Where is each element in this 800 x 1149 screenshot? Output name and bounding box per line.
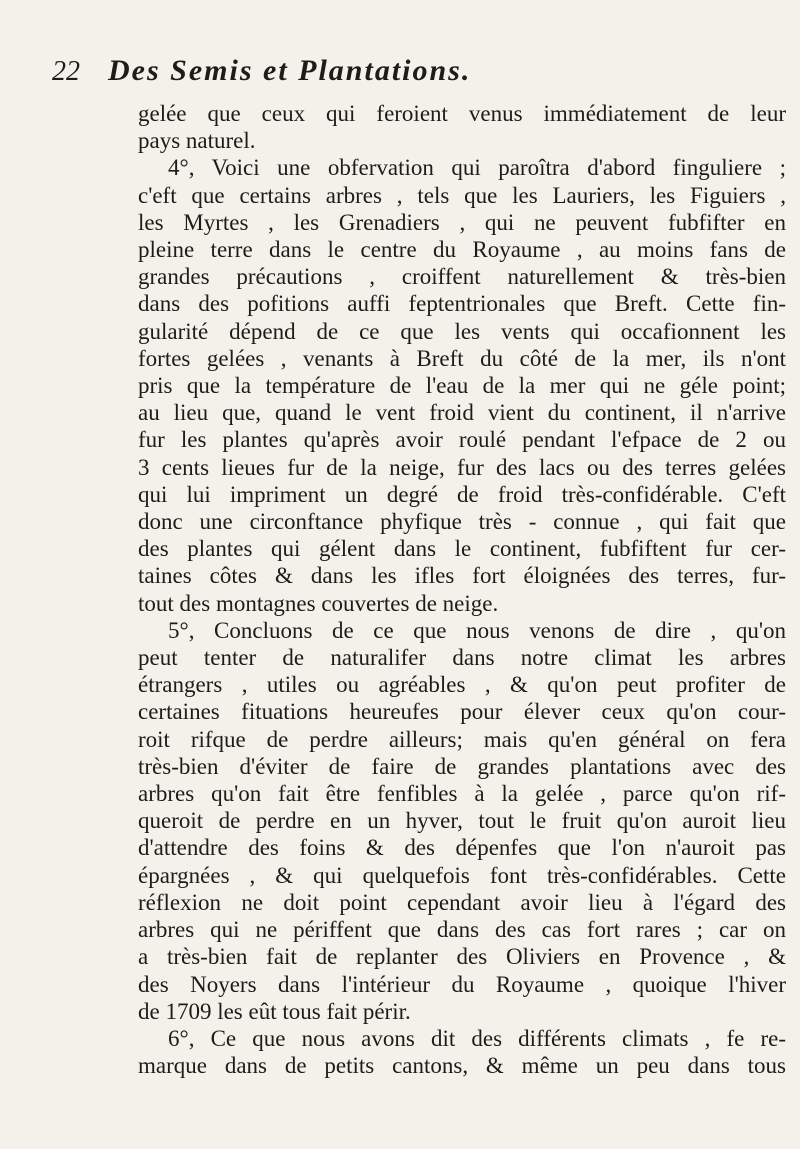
running-title: Des Semis et Plantations.: [108, 54, 472, 87]
text-line: les Myrtes , les Grenadiers , qui ne peuvent fubfifter en: [138, 209, 786, 235]
text-line: pris que la température de l'eau de la mer qui ne géle point;: [138, 373, 786, 399]
text-line: gularité dépend de ce que les vents qui occafionnent les: [138, 318, 786, 344]
text-line: très-bien d'éviter de faire de grandes plantations avec des: [138, 753, 786, 779]
body-text: [138, 100, 786, 1079]
text-line: d'attendre des foins & des dépenfes que l'on n'auroit pas: [138, 835, 786, 861]
text-line: étrangers , utiles ou agréables , & qu'on peut profiter de: [138, 672, 786, 698]
text-line: qui lui impriment un degré de froid très-confidérable. C'eft: [138, 481, 786, 507]
text-line: donc une circonftance phyfique très - connue , qui fait que: [138, 509, 786, 535]
text-line: arbres qu'on fait être fenfibles à la gelée , parce qu'on rif-: [138, 781, 786, 807]
page-number: 22: [52, 56, 80, 87]
text-line: c'eft que certains arbres , tels que les Lauriers, les Figuiers ,: [138, 182, 786, 208]
text-line: queroit de perdre en un hyver, tout le fruit qu'on auroit lieu: [138, 808, 786, 834]
text-line: 5°, Concluons de ce que nous venons de dire , qu'on: [168, 617, 786, 643]
text-line: de 1709 les eût tous fait périr.: [138, 998, 411, 1024]
page-header: [52, 54, 772, 94]
text-line: réflexion ne doit point cependant avoir lieu à l'égard des: [138, 889, 786, 915]
text-line: des Noyers dans l'intérieur du Royaume , quoique l'hiver: [138, 971, 786, 997]
text-line: pays naturel.: [138, 128, 256, 154]
text-line: fortes gelées , venants à Breft du côté de la mer, ils n'ont: [138, 345, 786, 371]
text-line: au lieu que, quand le vent froid vient du continent, il n'arrive: [138, 400, 786, 426]
text-line: des plantes qui gélent dans le continent, fubfiftent fur cer-: [138, 536, 786, 562]
text-line: épargnées , & qui quelquefois font très-confidérables. Cette: [138, 862, 786, 888]
text-line: 6°, Ce que nous avons dit des différents climats , fe re-: [168, 1025, 786, 1051]
text-line: roit rifque de perdre ailleurs; mais qu'en général on fera: [138, 726, 786, 752]
text-line: dans des pofitions auffi feptentrionales que Breft. Cette fin-: [138, 291, 786, 317]
text-line: a très-bien fait de replanter des Oliviers en Provence , &: [138, 944, 786, 970]
text-line: peut tenter de naturalifer dans notre climat les arbres: [138, 645, 786, 671]
text-line: 4°, Voici une obfervation qui paroîtra d'abord finguliere ;: [168, 155, 786, 181]
text-line: arbres qui ne périffent que dans des cas fort rares ; car on: [138, 917, 786, 943]
text-line: certaines fituations heureufes pour élever ceux qu'on cour-: [138, 699, 786, 725]
text-line: marque dans de petits cantons, & même un peu dans tous: [138, 1053, 786, 1079]
text-line: tout des montagnes couvertes de neige.: [138, 590, 499, 616]
text-line: pleine terre dans le centre du Royaume , au moins fans de: [138, 237, 786, 263]
text-line: grandes précautions , croiffent naturellement & très-bien: [138, 264, 786, 290]
text-line: gelée que ceux qui feroient venus immédiatement de leur: [138, 101, 786, 126]
text-line: 3 cents lieues fur de la neige, fur des lacs ou des terres gelées: [138, 454, 786, 480]
text-line: taines côtes & dans les ifles fort éloignées des terres, fur-: [138, 563, 786, 589]
text-line: fur les plantes qu'après avoir roulé pendant l'efpace de 2 ou: [138, 427, 786, 453]
